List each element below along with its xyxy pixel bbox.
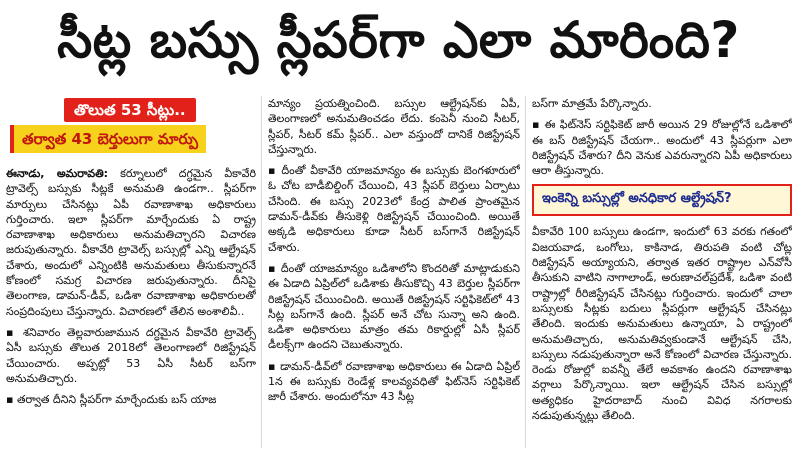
subhead-block: [6, 98, 256, 158]
paragraph-text: కర్నూలులో దగ్ధమైన వీకావేరి ట్రావెల్స్ బస్సుకు సీట్లకే అనుమతి ఉండగా.. స్లీపర్‌గా మార్పులు చేసినట్లు ఏపీ రవాణాశాఖ అధికారులు గుర్తించారు. ఇలా స్లీపర్‌గా మార్చేందుకు ఏ రాష్ట్ర రవాణాశాఖ అధికారులు అనుమతిచ్చారని విచారణ జరుపుతున్నారు. వీకావేరి ట్రావెల్స్ బస్సుల్లో ఎన్ని ఆల్ట్రేషన్ చేశారు, అందులో ఎన్నింటికి అనుమతులు తీసుకున్నారనే కోణంలో సమగ్ర విచారణ జరుపుతున్నారు. దీనిపై తెలంగాణ, డామన్‌-డీవ్, ఒడిశా రవాణాశాఖ అధికారులతో సంప్రదింపులు చేస్తున్నారు. విచారణలో తేలిన అంశాలివీ..: [6, 167, 256, 318]
paragraph: ▪ తర్వాత దీనిని స్లీపర్‌గా మార్చేందుకు బస్ యాజ: [6, 393, 217, 407]
article-column-3: [532, 96, 792, 450]
article-headline: సీట్ల బస్సు స్లీపర్‌గా ఎలా మారింది?: [57, 10, 740, 69]
article-column-1: [6, 96, 256, 450]
dateline: ఈనాడు, అమరావతి:: [6, 167, 109, 180]
article-column-2: [268, 96, 520, 450]
subhead-red: తొలుత 53 సీట్లు..: [64, 98, 196, 122]
paragraph: వీకావేరి 100 బస్సులు ఉండగా, ఇందులో 63 వరకు గతంలో విజయవాడ, ఒంగోలు, కాకినాడ, తిరుపతి వంటి చోట్ల రిజిస్ట్రేషన్ అయ్యాయని, తర్వాత ఇతర రాష్ట్రాల ఎన్‌వోసీ తీసుకుని వాటిని నాగాలాండ్, అరుణాచల్‌ప్రదేశ్, ఒడిశా వంటి రాష్ట్రాల్లో రీరిజిస్ట్రేషన్ చేసినట్లు గుర్తించారు. ఇందులో చాలా బస్సులకు సీట్లకు బదులు స్లీపర్లుగా ఆల్ట్రేషన్ చేసినట్లు తేలింది. ఇందుకు అనుమతులు ఉన్నాయా, ఏ రాష్ట్రంలో అనుమతిచ్చారు, అనుమతివ్వకుండానే ఆల్ట్రేషన్ చేసి, బస్సులు నడుపుతున్నారా అనే కోణంలో విచారణ చేస్తున్నారు. రెండు రోజుల్లో ఐవన్నీ తేలే అవకాశం ఉందని రవాణాశాఖ వర్గాలు పేర్కొన్నాయి. ఇలా ఆల్ట్రేషన్ చేసిన బస్సుల్లో అత్యధికం హైదరాబాద్ నుంచి వివిధ నగరాలకు నడుపుతున్నట్లు తేలింది.: [532, 225, 792, 423]
paragraph: [6, 166, 256, 319]
paragraph: బస్‌గా మాత్రమే పేర్కొన్నారు.: [532, 97, 652, 110]
paragraph: ▪ ఈ ఫిట్‌నెస్ సర్టిఫికెట్ జారీ అయిన 29 రోజుల్లోనే ఒడిశాలో ఈ బస్ రిజిస్ట్రేషన్ చేయగా.. అందులో 43 స్లీపర్లుగా ఎలా రిజిస్ట్రేషన్ చేశారు? దీని వెనుక ఎవరున్నారని ఏపీ అధికారులు ఆరా తీస్తున్నారు.: [532, 118, 792, 178]
paragraph: ▪ డామన్‌-డీవ్‌లో రవాణాశాఖ అధికారులు ఈ ఏడాది ఏప్రిల్ 1న ఈ బస్సుకు రెండేళ్ల కాలవ్యవధితో ఫిట్‌నెస్ సర్టిఫికెట్ జారీ చేశారు. అందులోనూ 43 సీట్ల: [268, 359, 520, 404]
paragraph: ▪ దీంతో యాజమాన్యం ఒడిశాలోని కొందరితో మాట్లాడుకుని ఈ ఏడాది ఏప్రిల్‌లో ఒడిశాకు తీసుకొచ్చి 43 బెర్తుల స్లీపర్‌గా రిజిస్ట్రేషన్ చేయించింది. అయితే రిజిస్ట్రేషన్ సర్టిఫికెట్‌లో 43 సీట్ల బస్‌గానే ఉంది. స్లీపర్ అనే చోట సున్నా అని ఉంది. ఒడిశా అధికారులు మాత్రం తమ రికార్డుల్లో ఏసీ స్లీపర్ డీలక్స్‌గా ఉందని చెబుతున్నారు.: [268, 261, 520, 352]
subhead-yellow: తర్వాత 43 బెర్తులుగా మార్పు: [10, 125, 206, 153]
paragraph: మాన్యం ప్రయత్నించింది. బస్సుల ఆల్ట్రేషన్‌కు ఏపీ, తెలంగాణలో అనుమతించడం లేదు. కంపెనీ నుంచి సీటర్, స్లీపర్, సీటర్ కమ్ స్లీపర్.. ఎలా వస్తుందో దానికే రిజిస్ట్రేషన్ చేస్తున్నారు.: [268, 97, 520, 156]
column-divider: [525, 96, 526, 448]
paragraph: ▪ దీంతో వీకావేరి యాజమాన్యం ఈ బస్సుకు బెంగళూరులో ఓ చోట బాడీబిల్డింగ్ చేయించి, 43 స్లీపర్ బెర్తులు ఏర్పాటు చేసింది. ఈ బస్సు 2023లో కేంద్ర పాలిత ప్రాంతమైన డామన్‌-డీవ్‌కు తీసుకెళ్లి రిజిస్ట్రేషన్ చేయించింది. అయితే అక్కడి అధికారులు కూడా సీటర్ బస్‌గానే రిజిస్ట్రేషన్ చేశారు.: [268, 164, 520, 254]
column-divider: [261, 96, 262, 448]
inline-subheading: ఇంకెన్ని బస్సుల్లో అనధికార ఆల్ట్రేషన్?: [532, 184, 792, 216]
paragraph: ▪ శనివారం తెల్లవారుజామున దగ్ధమైన వీకావేరి ట్రావెల్స్ ఏసీ బస్సుకు తొలుత 2018లో తెలంగాణలో రిజిస్ట్రేషన్ చేయించారు. అప్పట్లో 53 ఏసీ సీటర్ బస్‌గా అనుమతిచ్చారు.: [6, 325, 256, 385]
